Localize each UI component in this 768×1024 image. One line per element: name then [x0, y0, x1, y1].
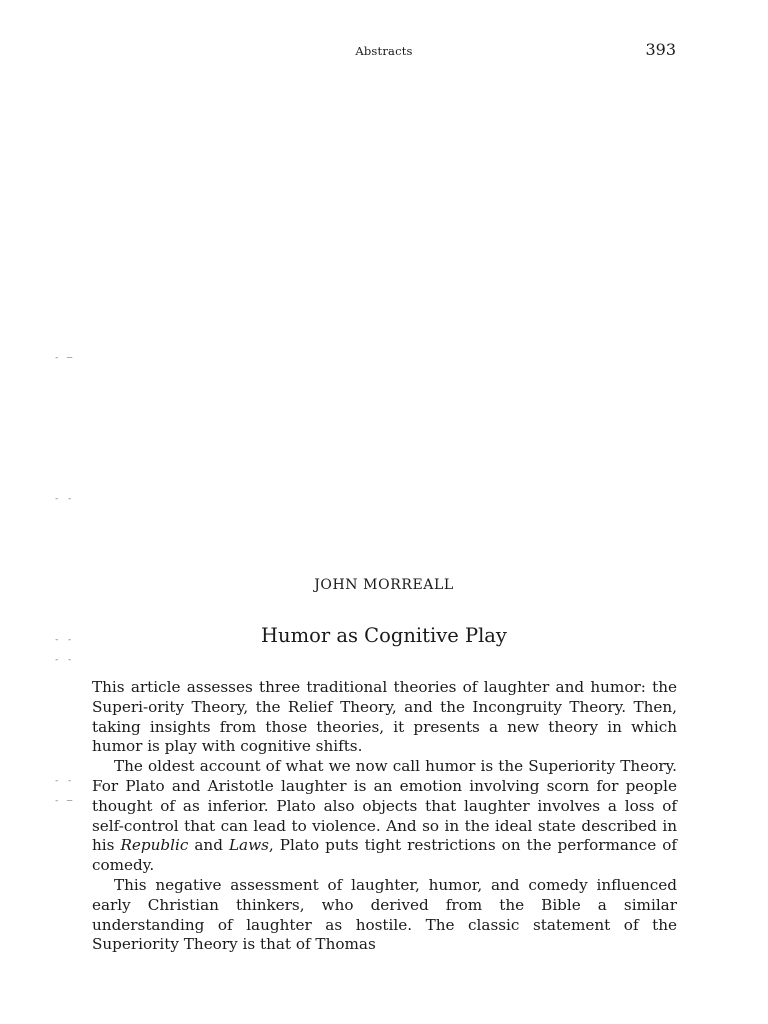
body-text-run: and — [188, 836, 229, 855]
margin-mark: - - — [54, 655, 74, 665]
article-author: JOHN MORREALL — [314, 577, 454, 593]
page-number: 393 — [645, 40, 676, 59]
article-body — [92, 678, 677, 955]
body-text-run: The oldest account of what we now call humor is the Superiority Theory. For Plato and Aristotle laughter is an emotion involving scorn for people thought of as inferior. Plato also objects that laughter involves a loss of self-control that can lead to violence. And so in the ideal state described in his — [92, 757, 677, 855]
body-paragraph: This negative assessment of laughter, humor, and comedy influenced early Christian thinkers, who derived from the Bible a similar understanding of laughter as hostile. The classic statement of the Superiority Theory is that of Thomas — [92, 875, 677, 954]
margin-mark: - - — [54, 494, 74, 504]
margin-mark: - – — [54, 796, 74, 806]
margin-mark: - - — [54, 776, 74, 786]
running-head: Abstracts — [355, 44, 413, 58]
article-title: Humor as Cognitive Play — [261, 624, 507, 647]
italic-work-title: Republic — [120, 836, 189, 855]
body-paragraph — [92, 757, 677, 876]
body-text-run: , Plato puts tight restrictions on the performance of comedy. — [92, 836, 678, 875]
italic-work-title: Laws — [228, 836, 269, 855]
margin-mark: - – — [54, 353, 74, 363]
margin-mark: - - — [54, 635, 74, 645]
body-paragraph: This article assesses three traditional theories of laughter and humor: the Superi-ority Theory, the Relief Theory, and the Incongruity Theory. Then, taking insights from those theories, it presents a new theory in which humor is play with cognitive shifts. — [92, 678, 677, 756]
